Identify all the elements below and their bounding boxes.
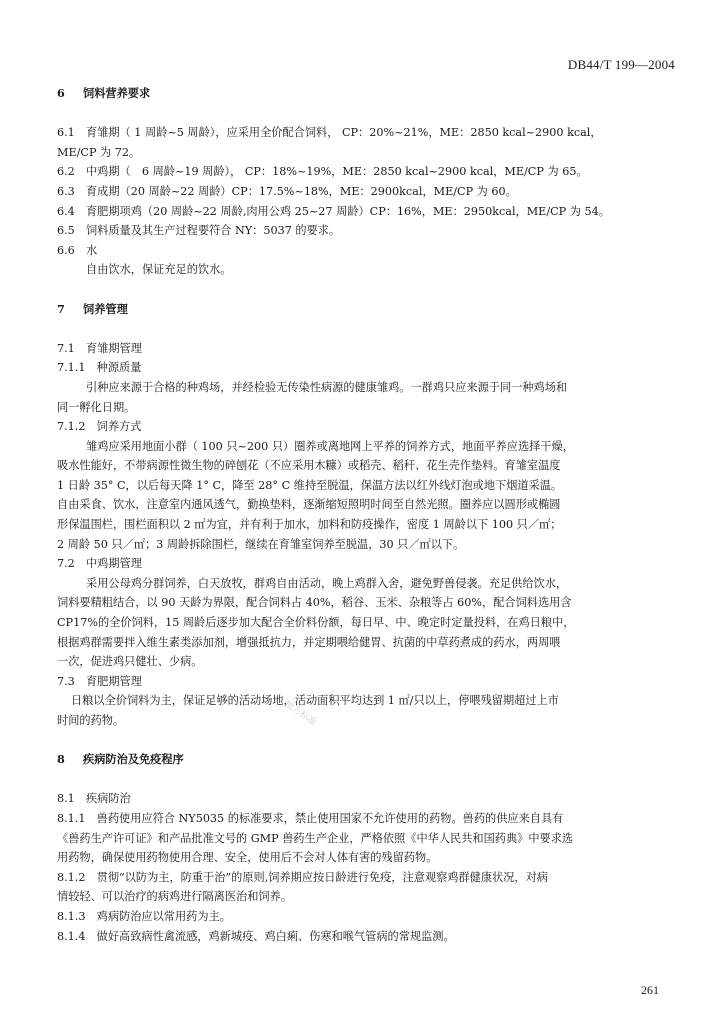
clause-7-2-heading: 7.2 中鸡期管理 bbox=[57, 557, 142, 571]
paragraph-line: 1 日龄 35° C，以后每天降 1° C，降至 28° C 维持至脱温，保温方法以红外线灯泡或地下烟道采温。 bbox=[57, 478, 563, 492]
paragraph-line: 饲料要精粗结合，以 90 天龄为界限，配合饲料占 40%，稻谷、玉米、杂粮等占 60%，配合饲料选用含 bbox=[57, 596, 572, 610]
paragraph-line: 日粮以全价饲料为主，保证足够的活动场地，活动面积平均达到 1 ㎡/只以上，停喂残留期超过上市 bbox=[71, 694, 559, 708]
clause-6-6-text: 自由饮水，保证充足的饮水。 bbox=[86, 263, 232, 277]
clause-8-1-1-line: 8.1.1 兽药使用应符合 NY5035 的标准要求，禁止使用国家不允许使用的药物。兽药的供应来自具有 bbox=[57, 811, 564, 825]
paragraph-line: 采用公母鸡分群饲养，白天放牧，群鸡自由活动，晚上鸡群入舍，避免野兽侵袭。充足供给饮水， bbox=[86, 576, 568, 590]
section-title: 饲料营养要求 bbox=[83, 86, 151, 100]
paragraph-line: CP17%的全价饲料，15 周龄后逐步加大配合全价料份额，每日早、中、晚定时定量投料，在鸡日粮中， bbox=[57, 616, 575, 630]
section-title: 疾病防治及免疫程序 bbox=[83, 752, 184, 767]
paragraph-line: 引种应来源于合格的种鸡场，并经检验无传染性病源的健康雏鸡。一群鸡只应来源于同一种鸡场和 bbox=[86, 380, 568, 394]
watermark: 地方标准 bbox=[282, 699, 318, 729]
paragraph-line: 雏鸡应采用地面小群（ 100 只~200 只）圈养或离地网上平养的饲养方式，地面平养应选择干燥， bbox=[86, 439, 574, 453]
clause-8-1-2-line: 情较轻、可以治疗的病鸡进行隔离医治和饲养。 bbox=[57, 890, 292, 904]
section-title: 饲养管理 bbox=[83, 301, 128, 316]
clause-8-1-3: 8.1.3 鸡病防治应以常用药为主。 bbox=[57, 909, 231, 923]
clause-8-1-heading: 8.1 疾病防治 bbox=[57, 792, 131, 806]
section-7-heading bbox=[57, 300, 665, 320]
clause-7-1-heading: 7.1 育雏期管理 bbox=[57, 341, 142, 355]
clause-6-5: 6.5 饲料质量及其生产过程要符合 NY：5037 的要求。 bbox=[57, 224, 341, 238]
paragraph-line: 吸水性能好，不带病源性微生物的碎刨花（不应采用木糠）或稻壳、稻秆、花生壳作垫料。育雏室温度 bbox=[57, 459, 561, 473]
paragraph-line: 形保温围栏，围栏面积以 2 ㎡为宜，并有利于加水，加料和防疫操作，密度 1 周龄以下 100 只／㎡； bbox=[57, 518, 562, 532]
clause-8-1-1-line: 《兽药生产许可证》和产品批准文号的 GMP 兽药生产企业，严格依照《中华人民共和国药典》中要求选 bbox=[57, 831, 574, 845]
clause-8-1-4: 8.1.4 做好高致病性禽流感，鸡新城疫、鸡白痢、伤寒和喉气管病的常规监测。 bbox=[57, 929, 455, 943]
clause-7-3-heading: 7.3 育肥期管理 bbox=[57, 674, 142, 688]
paragraph-line: 同一孵化日期。 bbox=[57, 400, 136, 414]
clause-7-1-2-heading: 7.1.2 饲养方式 bbox=[57, 420, 142, 434]
clause-6-1-line-2: ME/CP 为 72。 bbox=[57, 145, 141, 159]
clause-8-1-2-line: 8.1.2 贯彻“以防为主，防重于治”的原则,饲养期应按日龄进行免疫，注意观察鸡群健康状况，对病 bbox=[57, 870, 548, 884]
section-6-heading bbox=[57, 84, 665, 104]
section-8-heading bbox=[57, 750, 665, 770]
section-number: 8 bbox=[57, 752, 65, 767]
paragraph-line: 根据鸡群需要拌入维生素类添加剂，增强抵抗力，并定期喂给健胃、抗菌的中草药煮成的药水，两周喂 bbox=[57, 635, 561, 649]
paragraph-line: 一次，促进鸡只健壮、少病。 bbox=[57, 655, 203, 669]
clause-6-1-line-1: 6.1 育雏期（ 1 周龄~5 周龄），应采用全价配合饲料， CP：20%~21%，ME：2850 kcal~2900 kcal， bbox=[57, 126, 602, 140]
clause-6-3: 6.3 育成期（20 周龄~22 周龄）CP：17.5%~18%，ME：2900kcal，ME/CP 为 60。 bbox=[57, 184, 517, 198]
clause-7-1-1-heading: 7.1.1 种源质量 bbox=[57, 361, 142, 375]
section-number: 6 bbox=[57, 86, 65, 100]
clause-6-4: 6.4 育肥期项鸡（20 周龄~22 周龄,肉用公鸡 25~27 周龄）CP：16%，ME：2950kcal，ME/CP 为 54。 bbox=[57, 204, 610, 218]
paragraph-line: 2 周龄 50 只／㎡；3 周龄拆除围栏，继续在育雏室饲养至脱温，30 只／㎡以下。 bbox=[57, 537, 465, 551]
paragraph-line: 自由采食、饮水，注意室内通风透气，勤换垫料，逐渐缩短照明时间至自然光照。圈养应以圆形或椭圆 bbox=[57, 498, 561, 512]
clause-6-6-heading: 6.6 水 bbox=[57, 243, 98, 257]
standard-code: DB44/T 199—2004 bbox=[567, 57, 675, 72]
document-body bbox=[57, 84, 665, 946]
paragraph-line: 时间的药物。 bbox=[57, 714, 125, 727]
clause-6-2: 6.2 中鸡期（ 6 周龄~19 周龄）， CP：18%~19%，ME：2850 kcal~2900 kcal，ME/CP 为 65。 bbox=[57, 165, 588, 179]
page-number: 261 bbox=[641, 983, 659, 997]
section-number: 7 bbox=[57, 301, 65, 316]
clause-8-1-1-line: 用药物，确保使用药物使用合理、安全，使用后不会对人体有害的残留药物。 bbox=[57, 851, 438, 865]
